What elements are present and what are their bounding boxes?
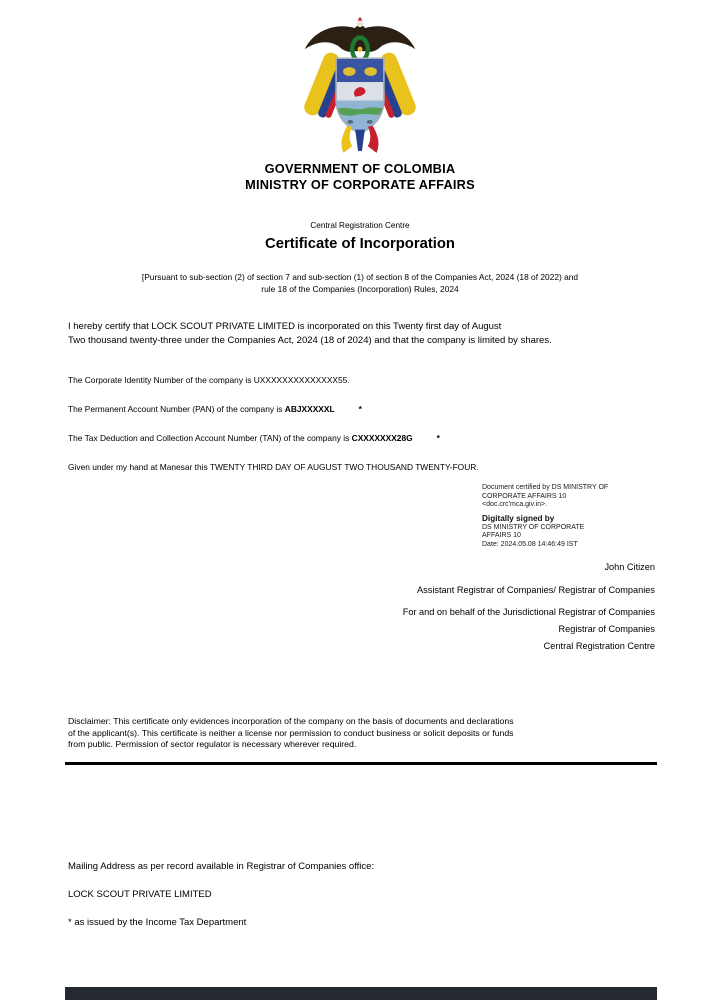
digitally-signed-label: Digitally signed by [482,513,555,523]
pan-line [68,404,362,414]
signatory-name: John Citizen [604,562,655,572]
footnote-line: * as issued by the Income Tax Department [68,917,247,928]
disclaimer-line-1: Disclaimer: This certificate only evidences incorporation of the company on the basis of documents and declarations [68,716,514,726]
government-line: GOVERNMENT OF COLOMBIA [264,161,456,176]
certify-line-1: I hereby certify that LOCK SCOUT PRIVATE LIMITED is incorporated on this Twenty first day of August [68,321,502,332]
tan-prefix: The Tax Deduction and Collection Account Number (TAN) of the company is [68,433,352,443]
signatory-block [235,562,655,652]
certified-line-3: <doc.crc'mca.giv.in>. [482,501,548,509]
signature-date-line: Date: 2024.05.08 14:46:49 IST [482,540,578,548]
ministry-line: MINISTRY OF CORPORATE AFFAIRS [245,176,475,192]
colombia-coat-of-arms-icon [297,14,423,160]
registration-centre-line: Central Registration Centre [310,221,410,230]
pursuant-clause [0,272,720,295]
pan-footnote-marker: * [358,404,362,414]
tan-line [68,433,440,443]
pursuant-line-1: [Pursuant to sub-section (2) of section 7 and sub-section (1) of section 8 of the Companies Act, 2024 (18 of 2022) and [141,272,579,282]
disclaimer-line-3: from public. Permission of sector regulator is necessary wherever required. [68,739,357,750]
pursuant-line-2: rule 18 of the Companies (Incorporation) Rules, 2024 [261,283,459,294]
signatory-role-3: Registrar of Companies [558,624,655,634]
cin-line: The Corporate Identity Number of the company is UXXXXXXXXXXXXXX55. [68,375,350,385]
condor-icon [305,17,415,52]
company-name: LOCK SCOUT PRIVATE LIMITED [68,889,212,900]
wreath-center [357,47,362,52]
tan-footnote-marker: * [436,433,440,443]
certification-paragraph [68,320,668,348]
signer-line-1: DS MINISTRY OF CORPORATE [482,523,585,531]
page-bottom-bar [65,987,657,1000]
disclaimer-line-2: of the applicant(s). This certificate is neither a license nor permission to conduct business or solicit deposits or funds [68,727,514,738]
ribbons-icon [342,126,379,153]
header-government-block [0,161,720,192]
certificate-title: Certificate of Incorporation [265,236,455,252]
pan-prefix: The Permanent Account Number (PAN) of the company is [68,404,285,414]
certify-line-2: Two thousand twenty-three under the Companies Act, 2024 (18 of 2024) and that the company is limited by shares. [68,334,552,346]
digital-signature-stamp [482,484,660,550]
horizontal-divider [65,762,657,765]
signatory-role-4: Central Registration Centre [543,641,655,651]
certified-line-2: CORPORATE AFFAIRS 10 [482,492,567,500]
certified-line-1: Document certified by DS MINISTRY OF [482,484,609,491]
signer-line-2: AFFAIRS 10 [482,532,521,540]
signatory-role-1: Assistant Registrar of Companies/ Registrar of Companies [417,585,655,595]
given-under-hand-line: Given under my hand at Manesar this TWENTY THIRD DAY OF AUGUST TWO THOUSAND TWENTY-FOUR. [68,462,479,472]
disclaimer-paragraph [68,716,628,751]
mailing-address-line: Mailing Address as per record available in Registrar of Companies office: [68,861,375,872]
signatory-role-2: For and on behalf of the Jurisdictional Registrar of Companies [402,607,655,617]
pan-value: ABJXXXXXL [284,404,335,414]
tan-value: CXXXXXXX28G [351,433,413,443]
shield-icon [337,59,384,135]
